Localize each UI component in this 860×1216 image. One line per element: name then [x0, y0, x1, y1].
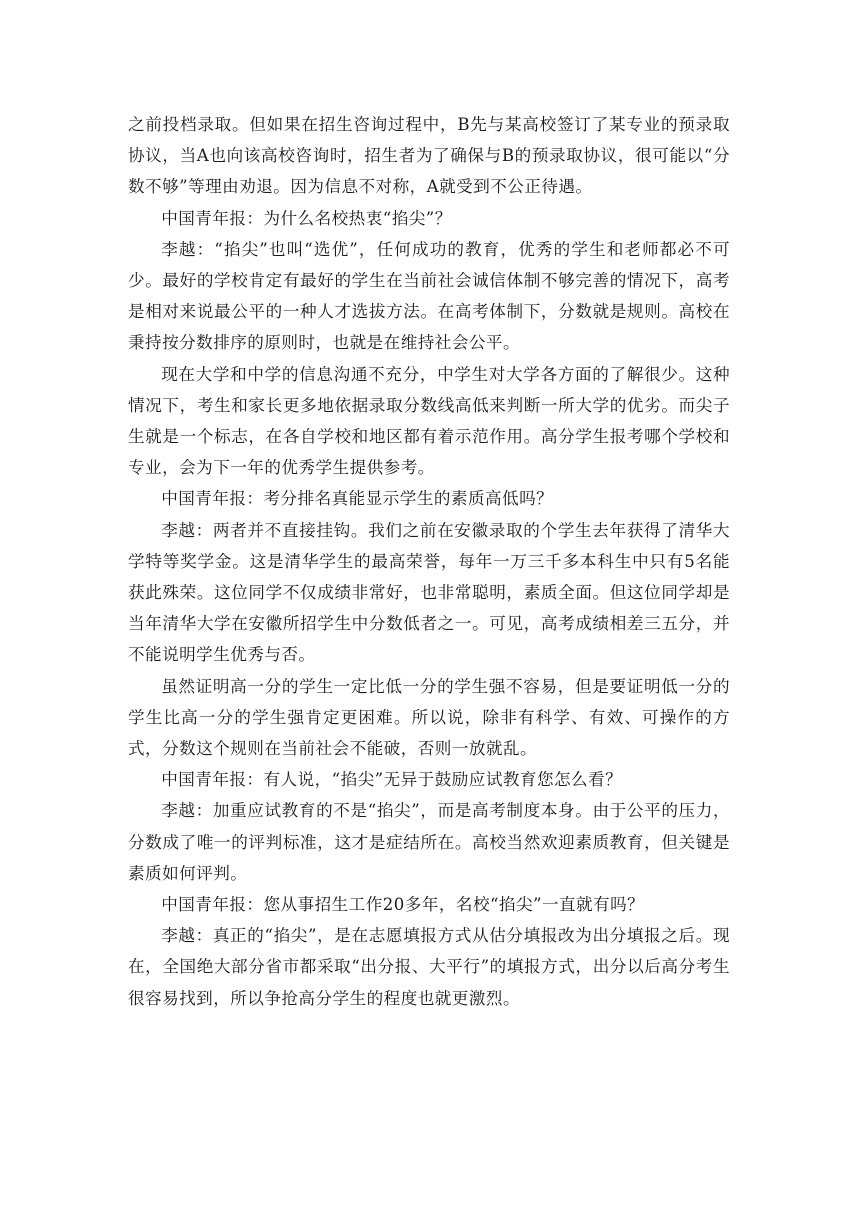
paragraph-continuation: 之前投档录取。但如果在招生咨询过程中，B先与某高校签订了某专业的预录取协议，当A也向该高校咨询时，招生者为了确保与B的预录取协议，很可能以“分数不够”等理由劝退。因为信息不对称，A就受到不公正待遇。	[128, 115, 730, 197]
question-paragraph: 中国青年报：您从事招生工作20多年，名校“掐尖”一直就有吗？	[161, 895, 645, 915]
answer-paragraph: 李越：真正的“掐尖”，是在志愿填报方式从估分填报改为出分填报之后。现在，全国绝大部分省市都采取“出分报、大平行”的填报方式，出分以后高分考生很容易找到，所以争抢高分学生的程度也就更激烈。	[128, 926, 730, 1008]
answer-paragraph: 李越：“掐尖”也叫“选优”，任何成功的教育，优秀的学生和老师都必不可少。最好的学校肯定有最好的学生在当前社会诚信体制不够完善的情况下，高考是相对来说最公平的一种人才选拔方法。在高考体制下，分数就是规则。高校在秉持按分数排序的原则时，也就是在维持社会公平。	[128, 239, 730, 353]
question-paragraph: 中国青年报：考分排名真能显示学生的素质高低吗？	[161, 489, 554, 509]
body-paragraph: 虽然证明高一分的学生一定比低一分的学生强不容易，但是要证明低一分的学生比高一分的学生强肯定更困难。所以说，除非有科学、有效、可操作的方式，分数这个规则在当前社会不能破，否则一放就乱。	[128, 676, 730, 759]
answer-paragraph: 李越：加重应试教育的不是“掐尖”，而是高考制度本身。由于公平的压力，分数成了唯一的评判标准，这才是症结所在。高校当然欢迎素质教育，但关键是素质如何评判。	[128, 801, 730, 883]
answer-paragraph: 李越：两者并不直接挂钩。我们之前在安徽录取的个学生去年获得了清华大学特等奖学金。这是清华学生的最高荣誉，每年一万三千多本科生中只有5名能获此殊荣。这位同学不仅成绩非常好，也非常聪明，素质全面。但这位同学却是当年清华大学在安徽所招学生中分数低者之一。可见，高考成绩相差三五分，并不能说明学生优秀与否。	[128, 520, 730, 665]
question-paragraph: 中国青年报：为什么名校热衷“掐尖”？	[161, 208, 452, 228]
body-paragraph: 现在大学和中学的信息沟通不充分，中学生对大学各方面的了解很少。这种情况下，考生和家长更多地依据录取分数线高低来判断一所大学的优劣。而尖子生就是一个标志，在各自学校和地区都有着示范作用。高分学生报考哪个学校和专业，会为下一年的优秀学生提供参考。	[128, 364, 730, 478]
question-paragraph: 中国青年报：有人说，“掐尖”无异于鼓励应试教育您怎么看？	[161, 770, 623, 790]
article-body	[128, 109, 730, 1014]
